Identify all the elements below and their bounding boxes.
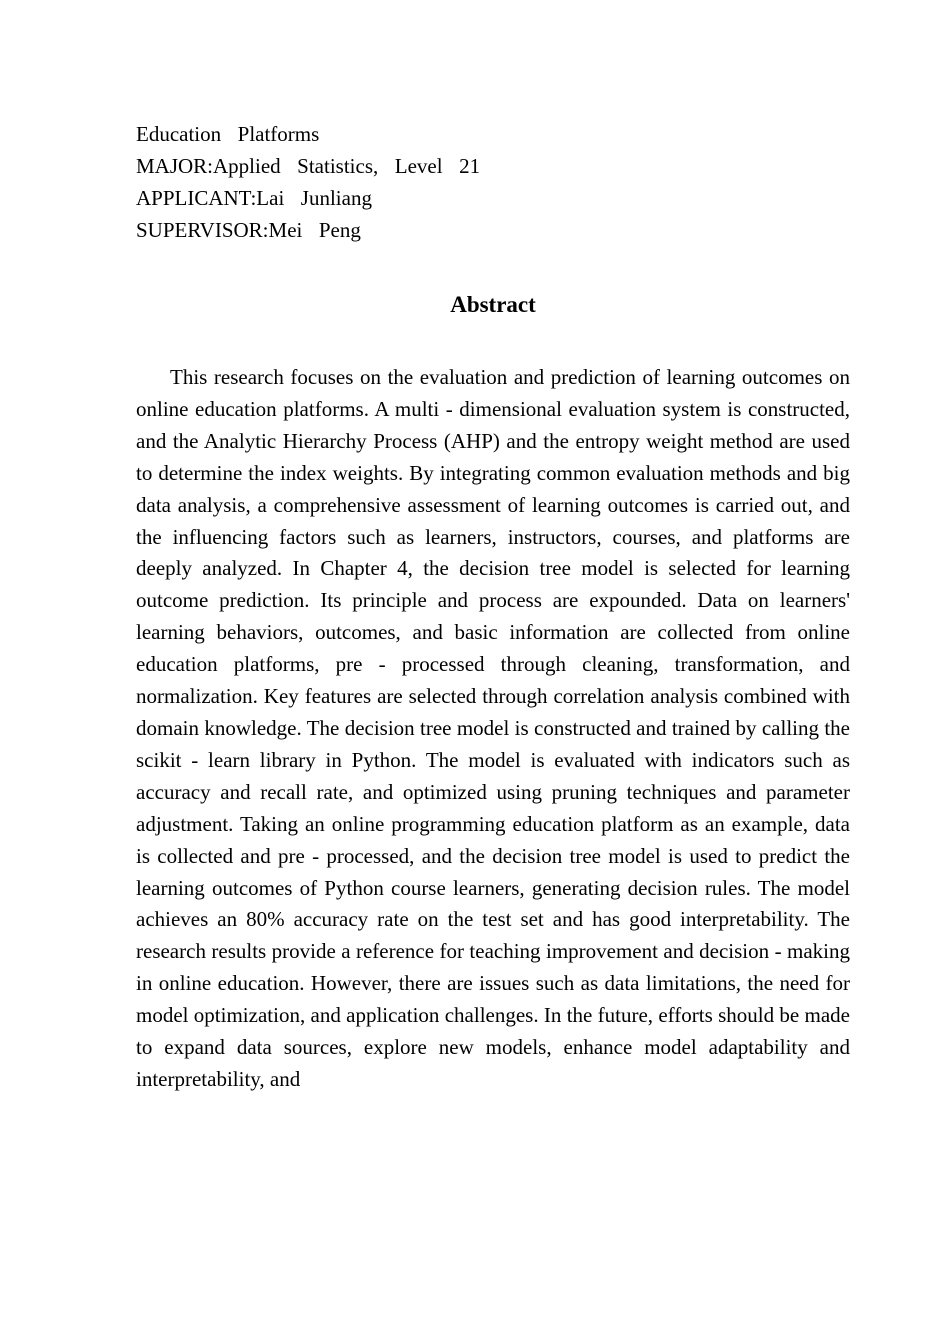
- supervisor-line: SUPERVISOR:Mei Peng: [136, 218, 361, 242]
- abstract-heading: Abstract: [450, 292, 536, 317]
- major-line: MAJOR:Applied Statistics, Level 21: [136, 154, 481, 178]
- thesis-title-line: Education Platforms: [136, 122, 320, 146]
- applicant-line: APPLICANT:Lai Junliang: [136, 186, 372, 210]
- thesis-info-block: [136, 118, 850, 246]
- abstract-paragraph: This research focuses on the evaluation and prediction of learning outcomes on online education platforms. A multi - dimensional evaluation system is constructed, and the Analytic Hierarchy Process (AHP) and the entropy weight method are used to determine the index weights. By integrating common evaluation methods and big data analysis, a comprehensive assessment of learning outcomes is carried out, and the influencing factors such as learners, instructors, courses, and platforms are deeply analyzed. In Chapter 4, the decision tree model is selected for learning outcome prediction. Its principle and process are expounded. Data on learners' learning behaviors, outcomes, and basic information are collected from online education platforms, pre - processed through cleaning, transformation, and normalization. Key features are selected through correlation analysis combined with domain knowledge. The decision tree model is constructed and trained by calling the scikit - learn library in Python. The model is evaluated with indicators such as accuracy and recall rate, and optimized using pruning techniques and parameter adjustment. Taking an online programming education platform as an example, data is collected and pre - processed, and the decision tree model is used to predict the learning outcomes of Python course learners, generating decision rules. The model achieves an 80% accuracy rate on the test set and has good interpretability. The research results provide a reference for teaching improvement and decision - making in online education. However, there are issues such as data limitations, the need for model optimization, and application challenges. In the future, efforts should be made to expand data sources, explore new models, enhance model adaptability and interpretability, and: [136, 365, 850, 1091]
